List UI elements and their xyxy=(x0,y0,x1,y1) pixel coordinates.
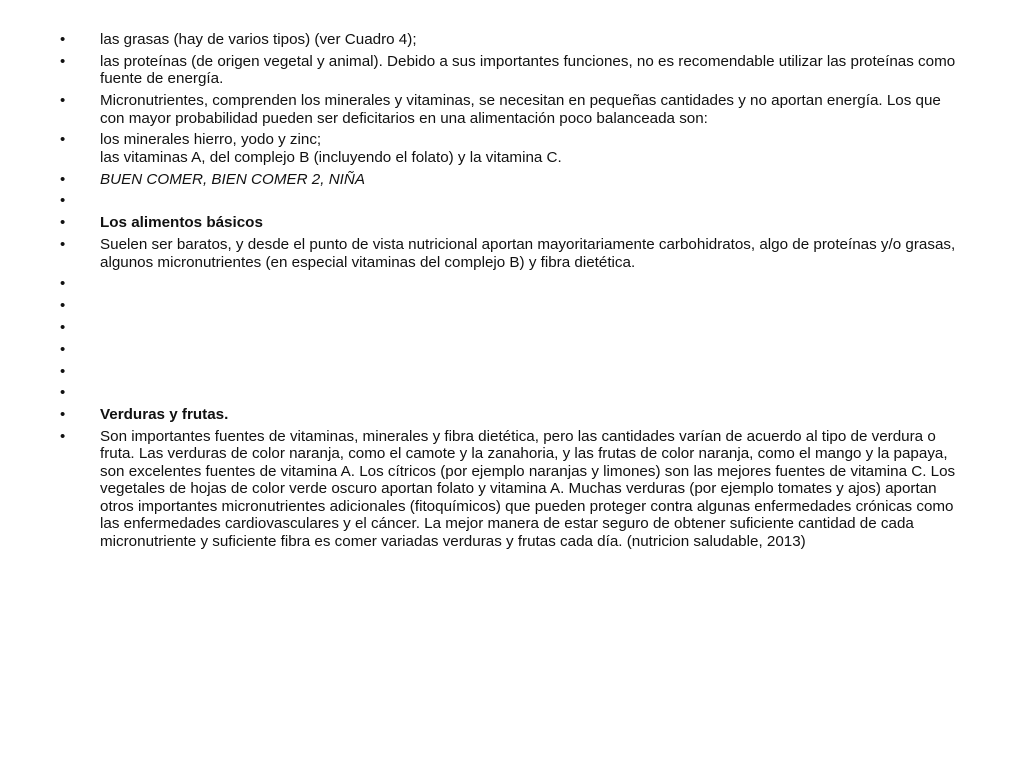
bullet-text: Los alimentos básicos xyxy=(100,214,263,232)
bullet-text: Verduras y frutas. xyxy=(100,406,229,424)
bullet-item-verduras-frutas-heading xyxy=(60,406,966,424)
bullet-text: los minerales hierro, yodo y zinc; las vitaminas A, del complejo B (incluyendo el folato) y la vitamina C. xyxy=(100,131,562,166)
bullet-item-proteins xyxy=(60,53,966,88)
bullet-dot-icon: • xyxy=(60,275,66,293)
bullet-dot-icon: • xyxy=(60,52,66,70)
bullet-dot-icon: • xyxy=(60,214,66,232)
bullet-item-empty xyxy=(60,363,966,381)
bullet-item-empty xyxy=(60,384,966,402)
bullet-text: Suelen ser baratos, y desde el punto de vista nutricional aportan mayoritariamente carbohidratos, algo de proteínas y/o grasas, algunos micronutrientes (en especial vitaminas del complejo B) y fibra dietética. xyxy=(100,236,956,271)
bullet-item-empty xyxy=(60,275,966,293)
bullet-dot-icon: • xyxy=(60,384,66,402)
bullet-item-buen-comer xyxy=(60,171,966,189)
bullet-dot-icon: • xyxy=(60,362,66,380)
bullet-dot-icon: • xyxy=(60,92,66,110)
bullet-item-fats xyxy=(60,31,966,49)
bullet-dot-icon: • xyxy=(60,427,66,445)
bullet-dot-icon: • xyxy=(60,297,66,315)
bullet-item-alimentos-basicos-heading xyxy=(60,214,966,232)
bullet-item-empty xyxy=(60,192,966,210)
bullet-text: Micronutrientes, comprenden los minerales y vitaminas, se necesitan en pequeñas cantidades y no aportan energía. Los que con mayor probabilidad pueden ser deficitarios en una alimentación poco balanceada son: xyxy=(100,92,941,127)
bullet-item-empty xyxy=(60,341,966,359)
bullet-dot-icon: • xyxy=(60,192,66,210)
bullet-dot-icon: • xyxy=(60,31,66,48)
bullet-dot-icon: • xyxy=(60,318,66,336)
bullet-item-alimentos-basicos-text xyxy=(60,236,966,271)
bullet-text: BUEN COMER, BIEN COMER 2, NIÑA xyxy=(100,170,365,188)
bullet-item-verduras-frutas-text xyxy=(60,428,966,551)
bullet-list xyxy=(60,31,966,555)
bullet-text: Son importantes fuentes de vitaminas, minerales y fibra dietética, pero las cantidades varían de acuerdo al tipo de verdura o fruta. Las verduras de color naranja, como el camote y la zanahoria, y las frutas de color naranja, como el mango y la papaya, son excelentes fuentes de vitamina A. Los cítricos (por ejemplo naranjas y limones) son las mejores fuentes de vitamina C. Los vegetales de hojas de color verde oscuro aportan folato y vitamina A. Muchas verduras (por ejemplo tomates y ajos) aportan otros importantes micronutrientes adicionales (fitoquímicos) que pueden proteger contra algunas enfermedades crónicas como las enfermedades cardiovasculares y el cáncer. La mejor manera de estar seguro de obtener suficiente cantidad de cada micronutriente y suficiente fibra es comer variadas verduras y frutas cada día. (nutricion saludable, 2013) xyxy=(100,427,956,550)
bullet-item-micronutrients xyxy=(60,92,966,127)
bullet-item-minerals-vitamins xyxy=(60,131,966,166)
bullet-text: las grasas (hay de varios tipos) (ver Cuadro 4); xyxy=(100,31,417,48)
bullet-dot-icon: • xyxy=(60,131,66,149)
bullet-text: las proteínas (de origen vegetal y animal). Debido a sus importantes funciones, no es recomendable utilizar las proteínas como fuente de energía. xyxy=(100,52,956,88)
bullet-dot-icon: • xyxy=(60,340,66,358)
bullet-dot-icon: • xyxy=(60,406,66,424)
bullet-item-empty xyxy=(60,319,966,337)
bullet-dot-icon: • xyxy=(60,170,66,188)
bullet-item-empty xyxy=(60,297,966,315)
bullet-dot-icon: • xyxy=(60,236,66,254)
